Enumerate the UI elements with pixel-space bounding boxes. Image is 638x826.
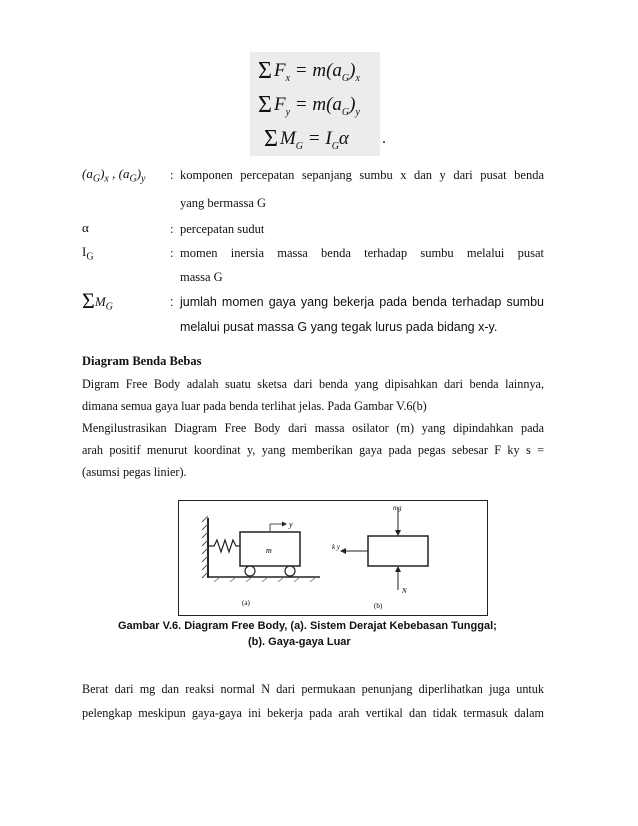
figure-caption-line-1: Gambar V.6. Diagram Free Body, (a). Sistem Derajat Kebebasan Tunggal; (118, 620, 497, 632)
y-label: y (289, 520, 293, 529)
paragraph-2-line-3: (asumsi pegas linier). (82, 465, 187, 479)
definition-symbol-accel: $(a_G)_x$ , $(a_G)_y$ (82, 166, 146, 185)
label-a: (a) (242, 599, 250, 607)
body-block (368, 536, 428, 566)
ky-label: k y (332, 543, 340, 551)
paragraph-3-line-2: pelengkap meskipun gaya-gaya ini bekerja pada arah vertikal dan tidak termasuk dalam (82, 706, 544, 720)
definition-colon-3: : (170, 246, 174, 260)
definition-symbol-alpha: α (82, 220, 89, 235)
figure-caption-line-2: (b). Gaya-gaya Luar (248, 636, 351, 648)
n-label: N (402, 587, 407, 595)
definition-text-1b: yang bermassa G (180, 196, 267, 210)
free-body-diagram-svg (178, 500, 488, 616)
definition-text-2a: percepatan sudut (180, 222, 265, 236)
definition-text-3a: momen inersia massa benda terhadap sumbu melalui pusat (180, 246, 544, 260)
free-body-figure (178, 500, 488, 616)
equation-block (250, 52, 380, 156)
definition-colon-1: : (170, 168, 174, 182)
equation-period: . (382, 130, 386, 147)
paragraph-2-line-2: arah positif menurut koordinat y, yang memberikan gaya pada pegas sebesar F ky s = (82, 443, 544, 457)
wheel-right (285, 566, 295, 576)
definition-symbol-ig: $I_G$ (82, 244, 94, 263)
definition-text-1a: komponen percepatan sepanjang sumbu x dan y dari pusat benda (180, 168, 544, 182)
equation-sum-fy: Σ $F_y = m(a_G)_y$ (258, 92, 360, 118)
definition-text-4b: melalui pusat massa G yang tegak lurus pada bidang x-y. (180, 320, 498, 334)
mass-label: m (266, 546, 272, 555)
section-heading: Diagram Benda Bebas (82, 354, 202, 368)
definition-colon-4: : (170, 295, 174, 309)
paragraph-3-line-1: Berat dari mg dan reaksi normal N dari permukaan penunjang diperlihatkan juga untuk (82, 682, 544, 696)
wheel-left (245, 566, 255, 576)
equation-sum-mg: Σ $M_G = I_G\alpha$ (264, 126, 349, 152)
definition-text-3b: massa G (180, 270, 223, 284)
label-b: (b) (374, 602, 383, 610)
paragraph-2-line-1: Mengilustrasikan Diagram Free Body dari massa osilator (m) yang dipindahkan pada (82, 421, 544, 435)
figure-frame (179, 501, 488, 616)
equation-sum-fx: Σ $F_x = m(a_G)_x$ (258, 58, 360, 84)
definition-colon-2: : (170, 222, 174, 236)
definition-text-4a: jumlah momen gaya yang bekerja pada benda terhadap sumbu (180, 295, 544, 309)
mg-label: mg (393, 504, 402, 512)
paragraph-1-line-2: dimana semua gaya luar pada benda terlihat jelas. Pada Gambar V.6(b) (82, 399, 427, 413)
paragraph-1-line-1: Digram Free Body adalah suatu sketsa dari benda yang dipisahkan dari benda lainnya, (82, 377, 544, 391)
definition-symbol-sum-mg: $\Sigma M_G$ (82, 288, 113, 313)
